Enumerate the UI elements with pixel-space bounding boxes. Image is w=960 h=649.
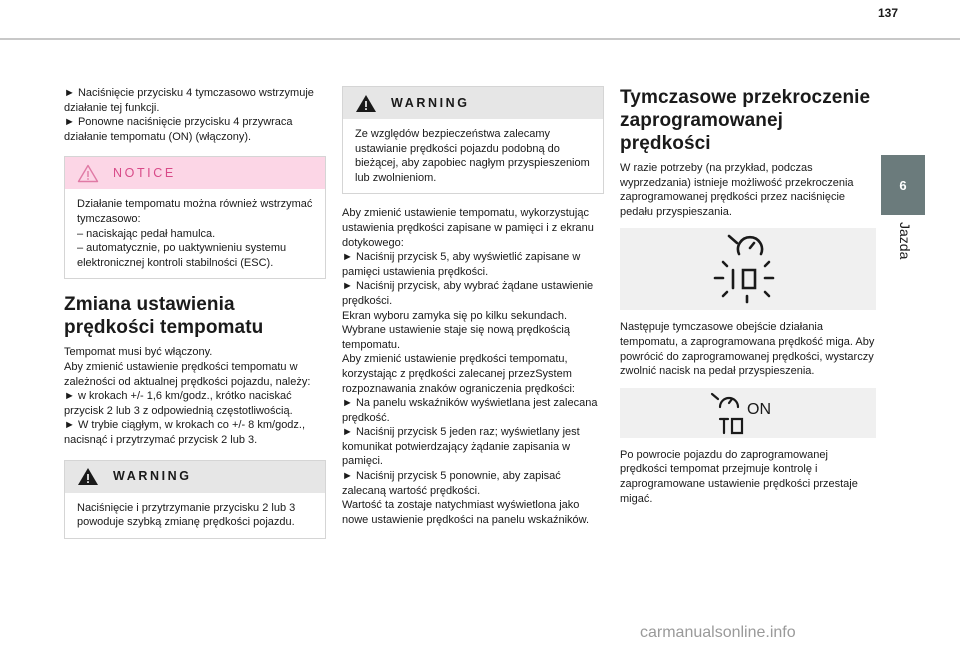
column-3: [620, 86, 876, 506]
cruise-control-blinking-icon: [703, 232, 793, 306]
chapter-tab[interactable]: [881, 155, 925, 215]
paragraph: ► Naciśnięcie przycisku 4 tymczasowo wstrzymuje działanie tej funkcji.: [64, 87, 314, 114]
paragraph: Po powrocie pojazdu do zaprogramowanej prędkości tempomat przejmuje kontrolę i zaprogramowane ustawienie prędkości przestaje migać.: [620, 448, 858, 505]
watermark: carmanualsonline.info: [640, 624, 796, 641]
chapter-number: 6: [899, 177, 907, 193]
resumed-speed-illustration: [620, 388, 876, 438]
notice-body: [65, 189, 325, 278]
notice-line: – naciskając pedał hamulca.: [77, 227, 216, 240]
warning-triangle-icon: [77, 164, 99, 183]
section-heading: Zmiana ustawienia prędkości tempomatu: [64, 294, 264, 339]
paragraph: ► Naciśnij przycisk 5 ponownie, aby zapisać zalecaną wartość prędkości.: [342, 470, 561, 497]
notice-line: – automatycznie, po uaktywnieniu systemu elektronicznej kontroli stabilności (ESC).: [77, 242, 287, 269]
warning-header: [343, 87, 603, 119]
warning-label: WARNING: [391, 95, 470, 110]
paragraph: Ekran wyboru zamyka się po kilku sekundach.: [342, 309, 567, 322]
notice-line: Działanie tempomatu można również wstrzymać tymczasowo:: [77, 198, 313, 225]
paragraph: ► w krokach +/- 1,6 km/godz., krótko naciskać przycisk 2 lub 3 z odpowiednią częstotliwością.: [64, 390, 293, 417]
warning-box: [342, 86, 604, 194]
paragraph: ► W trybie ciągłym, w krokach co +/- 8 km/godz., nacisnąć i przytrzymać przycisk 2 lub 3.: [64, 419, 306, 446]
warning-header: [65, 461, 325, 493]
cruise-control-on-icon: [698, 391, 798, 435]
paragraph: ► Naciśnij przycisk, aby wybrać żądane ustawienie prędkości.: [342, 280, 594, 307]
paragraph: Aby zmienić ustawienie tempomatu, wykorzystując ustawienia prędkości zapisane w pamięci i z ekranu dotykowego:: [342, 207, 594, 249]
page-number: 137: [877, 6, 899, 20]
warning-body: [343, 119, 603, 193]
column-1: [64, 86, 326, 551]
column-2: [342, 86, 604, 527]
notice-box: [64, 156, 326, 279]
notice-label: NOTICE: [113, 166, 176, 181]
paragraph: Aby zmienić ustawienie prędkości tempomatu w zależności od aktualnej prędkości pojazdu, należy:: [64, 360, 311, 388]
warning-box: [64, 460, 326, 539]
paragraph: ► Naciśnij przycisk 5 jeden raz; wyświetlany jest komunikat potwierdzający żądanie zapisania w pamięci.: [342, 426, 580, 468]
paragraph: W razie potrzeby (na przykład, podczas wyprzedzania) istnieje możliwość przekroczenia zaprogramowanej prędkości przez naciśnięcie pedału przyspieszania.: [620, 162, 854, 218]
chapter-title: Jazda: [897, 222, 913, 260]
paragraph: Tempomat musi być włączony.: [64, 346, 213, 359]
warning-triangle-icon: [355, 94, 377, 113]
section-heading: Tymczasowe przekroczenie zaprogramowanej prędkości: [620, 87, 871, 154]
blinking-speed-illustration: [620, 228, 876, 310]
warning-text: Ze względów bezpieczeństwa zalecamy ustawianie prędkości pojazdu podobną do bieżącej, aby zapobiec nagłym przyspieszeniom lub zwolnieniom.: [355, 128, 590, 184]
on-status-text: ON: [747, 400, 771, 418]
paragraph: Wartość ta zostaje natychmiast wyświetlona jako nowe ustawienie prędkości na panelu wskaźników.: [342, 499, 590, 526]
paragraph: ► Ponowne naciśnięcie przycisku 4 przywraca działanie tempomatu (ON) (włączony).: [64, 116, 293, 143]
paragraph: Następuje tymczasowe obejście działania tempomatu, a zaprogramowana prędkość miga. Aby powrócić do zaprogramowanej prędkości, wystarczy zwolnić nacisk na pedał przyspieszenia.: [620, 321, 875, 378]
paragraph: Aby zmienić ustawienie prędkości tempomatu, korzystając z prędkości zalecanej przezSystem rozpoznawania znaków ograniczenia prędkości:: [342, 353, 575, 395]
warning-triangle-icon: [77, 467, 99, 486]
paragraph: ► Naciśnij przycisk 5, aby wyświetlić zapisane w pamięci ustawienia prędkości.: [342, 251, 581, 278]
warning-text: Naciśnięcie i przytrzymanie przycisku 2 lub 3 powoduje szybką zmianę prędkości pojazdu.: [77, 501, 296, 529]
warning-label: WARNING: [113, 469, 192, 484]
paragraph: ► Na panelu wskaźników wyświetlana jest zalecana prędkość.: [342, 397, 598, 424]
paragraph: Wybrane ustawienie staje się nową prędkością tempomatu.: [342, 324, 570, 351]
notice-header: [65, 157, 325, 189]
warning-body: [65, 493, 325, 538]
header-rule: [0, 38, 960, 40]
